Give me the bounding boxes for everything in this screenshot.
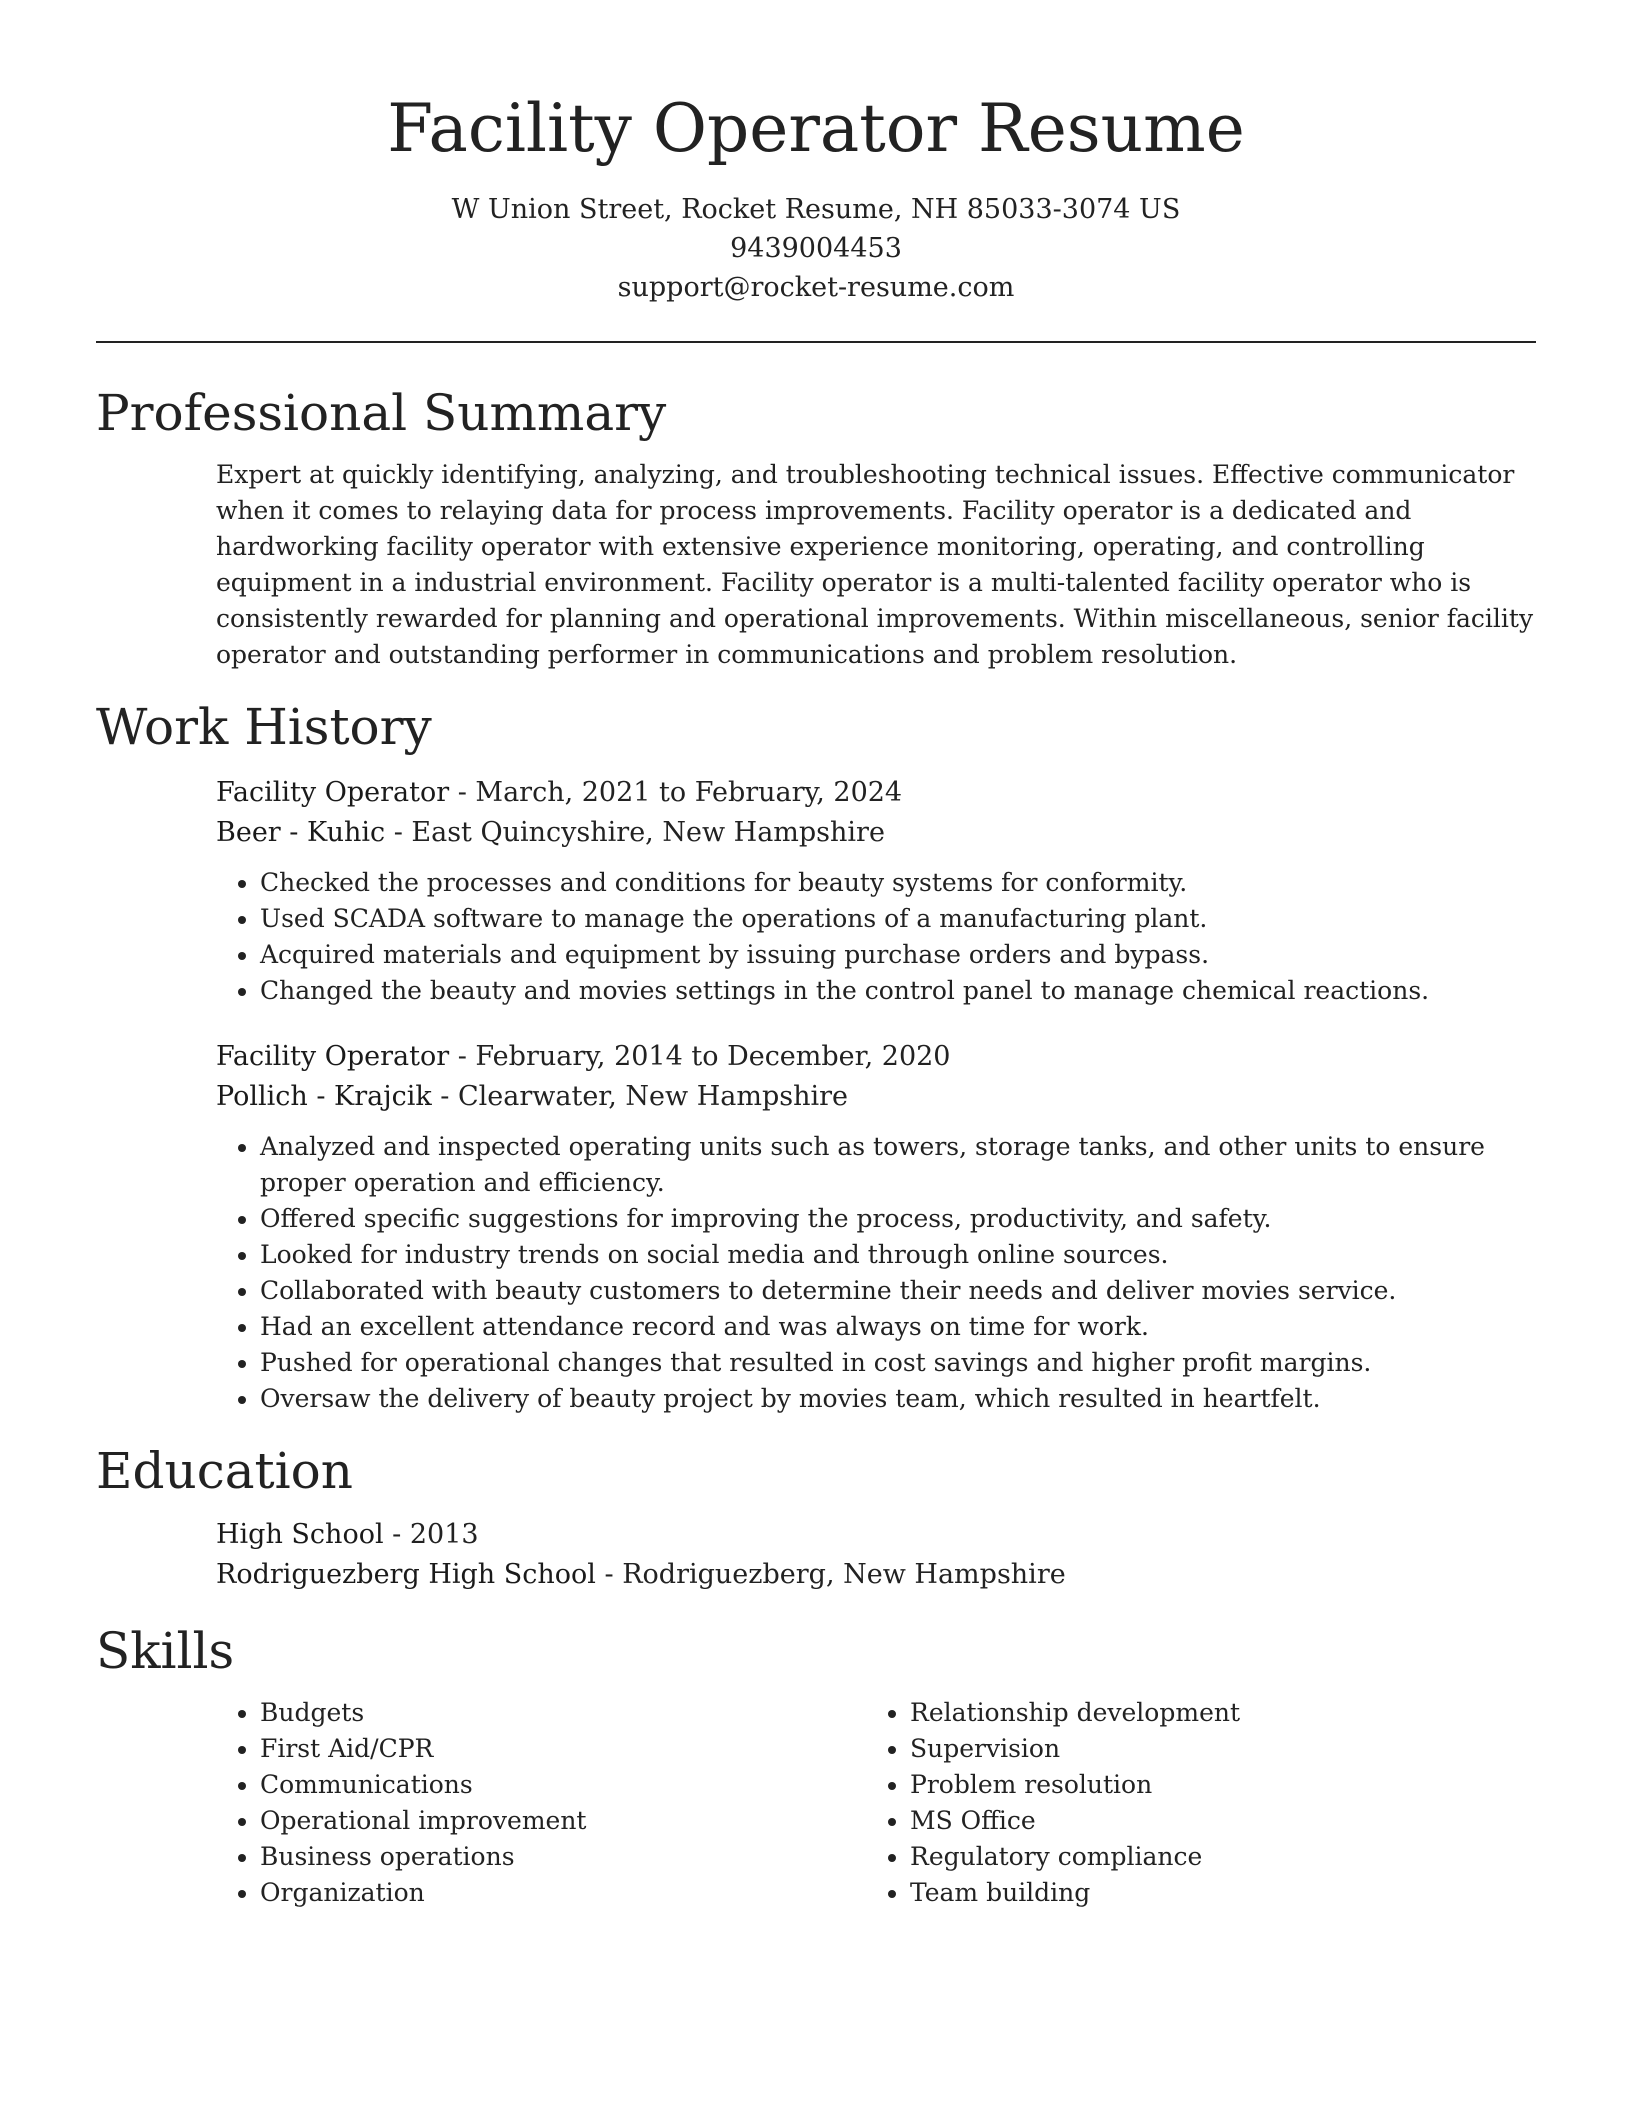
skill-item: • Problem resolution bbox=[910, 1767, 1516, 1803]
skill-item: • Supervision bbox=[910, 1731, 1516, 1767]
header-divider bbox=[96, 341, 1536, 343]
education-degree-line bbox=[216, 1515, 1536, 1555]
job-bullet: • Changed the beauty and movies settings in the control panel to manage chemical reactions. bbox=[260, 973, 1536, 1009]
skill-item: • First Aid/CPR bbox=[260, 1731, 866, 1767]
job-entry bbox=[216, 773, 1536, 1009]
job-title: Facility Operator bbox=[216, 1041, 450, 1072]
education-school: Rodriguezberg High School bbox=[216, 1559, 596, 1590]
skills-column-left bbox=[216, 1695, 866, 1911]
summary-heading: Professional Summary bbox=[96, 384, 667, 442]
job-bullet: • Collaborated with beauty customers to determine their needs and deliver movies service. bbox=[260, 1273, 1536, 1309]
skill-item: • Team building bbox=[910, 1875, 1516, 1911]
job-bullet: • Acquired materials and equipment by issuing purchase orders and bypass. bbox=[260, 937, 1536, 973]
job-bullet: • Analyzed and inspected operating units such as towers, storage tanks, and other units to ensure proper operation and efficiency. bbox=[260, 1129, 1536, 1201]
job-bullet: • Used SCADA software to manage the operations of a manufacturing plant. bbox=[260, 901, 1536, 937]
job-bullet: • Pushed for operational changes that resulted in cost savings and higher profit margins. bbox=[260, 1345, 1536, 1381]
skills-list bbox=[216, 1695, 1536, 1911]
education-entry bbox=[216, 1515, 1536, 1595]
skill-item: • Communications bbox=[260, 1767, 866, 1803]
skills-heading: Skills bbox=[96, 1622, 235, 1680]
skill-item: • Relationship development bbox=[910, 1695, 1516, 1731]
skill-item: • Budgets bbox=[260, 1695, 866, 1731]
skills-column-right bbox=[866, 1695, 1516, 1911]
education-school-line bbox=[216, 1555, 1536, 1595]
job-title: Facility Operator bbox=[216, 777, 450, 808]
summary-text: Expert at quickly identifying, analyzing, and troubleshooting technical issues. Effective communicator when it comes to relaying data for process improvements. Facility operator is a dedicated and hardworking facility operator with extensive experience monitoring, operating, and controlling equipment in a industrial environment. Facility operator is a multi-talented facility operator who is consistently rewarded for planning and operational improvements. Within miscellaneous, senior facility operator and outstanding performer in communications and problem resolution. bbox=[216, 460, 1534, 669]
job-location: - East Quincyshire, New Hampshire bbox=[385, 817, 885, 848]
job-company-line bbox=[216, 813, 1536, 853]
contact-phone: 9439004453 bbox=[730, 233, 902, 264]
resume-title: Facility Operator Resume bbox=[387, 90, 1245, 167]
contact-block bbox=[96, 190, 1536, 307]
skill-item: • Business operations bbox=[260, 1839, 866, 1875]
skill-item: • Regulatory compliance bbox=[910, 1839, 1516, 1875]
skill-item: • Operational improvement bbox=[260, 1803, 866, 1839]
job-bullet: • Checked the processes and conditions for beauty systems for conformity. bbox=[260, 865, 1536, 901]
job-title-line bbox=[216, 773, 1536, 813]
job-entry bbox=[216, 1037, 1536, 1417]
job-bullet: • Oversaw the delivery of beauty project by movies team, which resulted in heartfelt. bbox=[260, 1381, 1536, 1417]
job-company-line bbox=[216, 1077, 1536, 1117]
job-bullets bbox=[216, 1129, 1536, 1417]
job-company: Beer - Kuhic bbox=[216, 817, 386, 848]
education-year: - 2013 bbox=[383, 1519, 479, 1550]
work-history-heading: Work History bbox=[96, 698, 432, 756]
education-location: - Rodriguezberg, New Hampshire bbox=[595, 1559, 1066, 1590]
contact-email: support@rocket-resume.com bbox=[617, 272, 1015, 303]
education-degree: High School bbox=[216, 1519, 384, 1550]
skill-item: • Organization bbox=[260, 1875, 866, 1911]
job-dates: - March, 2021 to February, 2024 bbox=[449, 777, 903, 808]
education-heading: Education bbox=[96, 1442, 353, 1500]
job-bullet: • Had an excellent attendance record and was always on time for work. bbox=[260, 1309, 1536, 1345]
resume-page bbox=[96, 0, 1536, 1911]
job-title-line bbox=[216, 1037, 1536, 1077]
job-bullets bbox=[216, 865, 1536, 1009]
job-company: Pollich - Krajcik bbox=[216, 1081, 432, 1112]
skill-item: • MS Office bbox=[910, 1803, 1516, 1839]
job-bullet: • Looked for industry trends on social media and through online sources. bbox=[260, 1237, 1536, 1273]
contact-address: W Union Street, Rocket Resume, NH 85033-3074 US bbox=[451, 194, 1181, 225]
job-location: - Clearwater, New Hampshire bbox=[431, 1081, 849, 1112]
job-bullet: • Offered specific suggestions for improving the process, productivity, and safety. bbox=[260, 1201, 1536, 1237]
job-dates: - February, 2014 to December, 2020 bbox=[449, 1041, 951, 1072]
